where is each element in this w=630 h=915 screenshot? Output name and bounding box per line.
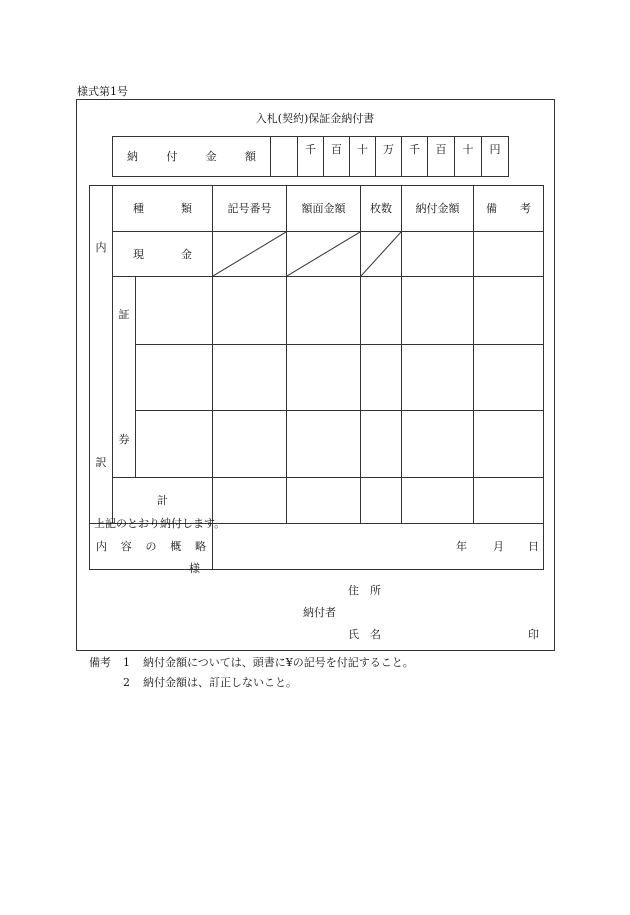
- summary-label: 内 容 の 概 略: [90, 524, 213, 570]
- securities-count-cell[interactable]: [361, 411, 402, 478]
- securities-payment-amount-cell[interactable]: [402, 277, 474, 345]
- amount-digit-cell[interactable]: 百: [428, 137, 455, 177]
- total-remarks-cell[interactable]: [474, 478, 544, 524]
- payment-amount-table: [112, 136, 509, 177]
- name-label: 氏 名: [348, 628, 381, 641]
- amount-digit-cell[interactable]: 十: [455, 137, 482, 177]
- note-text: 納付金額は、訂正しないこと。: [143, 676, 297, 689]
- amount-digit-cell[interactable]: 十: [350, 137, 376, 177]
- securities-face-value-cell[interactable]: [287, 344, 361, 411]
- securities-count-cell[interactable]: [361, 277, 402, 345]
- note-number: 2: [123, 676, 130, 689]
- cash-serial-cell-slashed: [213, 232, 287, 277]
- securities-serial-cell[interactable]: [213, 411, 287, 478]
- securities-type-cell[interactable]: [136, 277, 213, 345]
- notes-heading: 備考: [89, 656, 111, 669]
- breakdown-table: [89, 185, 544, 570]
- header-remarks: 備 考: [474, 186, 544, 232]
- addressee-suffix: 様: [189, 562, 200, 575]
- note-number: 1: [123, 656, 130, 669]
- total-label: 計: [113, 478, 213, 524]
- securities-type-cell[interactable]: [136, 411, 213, 478]
- header-type: 種 類: [113, 186, 213, 232]
- date-year-label: 年: [456, 540, 467, 553]
- header-serial-number: 記号番号: [213, 186, 287, 232]
- amount-digit-cell[interactable]: 千: [298, 137, 324, 177]
- total-payment-amount-cell[interactable]: [402, 478, 474, 524]
- date-day-label: 日: [528, 540, 539, 553]
- payment-amount-label: 納 付 金 額: [113, 137, 271, 177]
- seal-label: 印: [528, 628, 539, 641]
- securities-face-value-cell[interactable]: [287, 411, 361, 478]
- address-label: 住 所: [348, 584, 381, 597]
- securities-payment-amount-cell[interactable]: [402, 411, 474, 478]
- securities-count-cell[interactable]: [361, 344, 402, 411]
- amount-digit-cell[interactable]: 円: [482, 137, 509, 177]
- amount-digit-cell[interactable]: 千: [402, 137, 428, 177]
- cash-label: 現 金: [113, 232, 213, 277]
- note-text: 納付金額については、頭書に¥の記号を付記すること。: [143, 656, 414, 669]
- date-month-label: 月: [493, 540, 504, 553]
- breakdown-label: 内 訳: [90, 186, 113, 524]
- cash-payment-amount-cell[interactable]: [402, 232, 474, 277]
- securities-payment-amount-cell[interactable]: [402, 344, 474, 411]
- amount-digit-cell[interactable]: 百: [324, 137, 350, 177]
- form-title: 入札(契約)保証金納付書: [255, 112, 375, 125]
- payer-label: 納付者: [303, 606, 336, 619]
- header-payment-amount: 納付金額: [402, 186, 474, 232]
- securities-label: 証 券: [113, 277, 136, 478]
- header-face-value: 額面金額: [287, 186, 361, 232]
- securities-remarks-cell[interactable]: [474, 411, 544, 478]
- total-face-value-cell[interactable]: [287, 478, 361, 524]
- securities-type-cell[interactable]: [136, 344, 213, 411]
- total-count-cell[interactable]: [361, 478, 402, 524]
- securities-serial-cell[interactable]: [213, 344, 287, 411]
- header-count: 枚数: [361, 186, 402, 232]
- amount-digit-cell[interactable]: 万: [376, 137, 402, 177]
- securities-remarks-cell[interactable]: [474, 344, 544, 411]
- cash-count-cell-slashed: [361, 232, 402, 277]
- securities-remarks-cell[interactable]: [474, 277, 544, 345]
- securities-face-value-cell[interactable]: [287, 277, 361, 345]
- amount-digit-cell[interactable]: [271, 137, 298, 177]
- statement-text: 上記のとおり納付します。: [94, 517, 226, 530]
- cash-remarks-cell[interactable]: [474, 232, 544, 277]
- form-number: 様式第1号: [77, 85, 128, 98]
- cash-face-value-cell-slashed: [287, 232, 361, 277]
- securities-serial-cell[interactable]: [213, 277, 287, 345]
